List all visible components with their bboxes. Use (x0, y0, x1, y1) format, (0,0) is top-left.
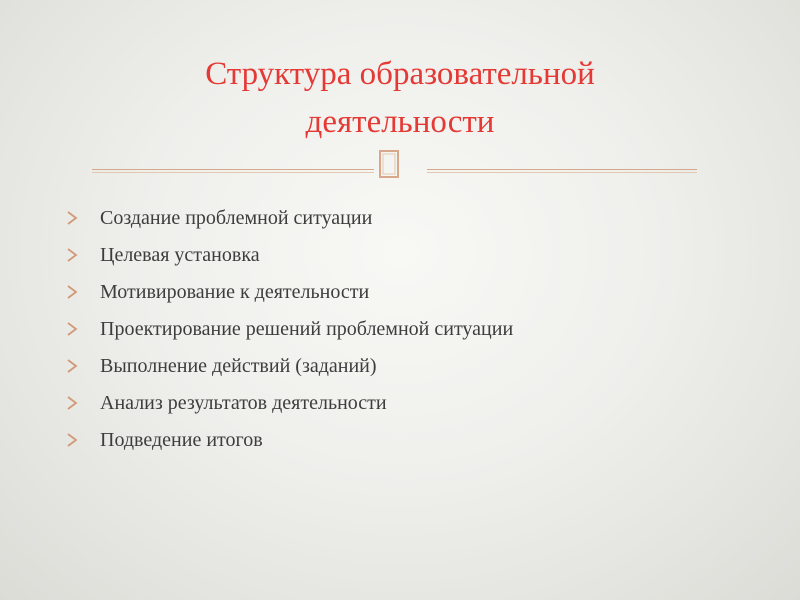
chevron-right-icon (66, 322, 78, 336)
list-item (66, 385, 746, 422)
list-item (66, 422, 746, 459)
list-item (66, 311, 746, 348)
list-item-label: Мотивирование к деятельности (100, 281, 370, 303)
list-item (66, 237, 746, 274)
list-item (66, 274, 746, 311)
list-item (66, 348, 746, 385)
slide-title-line-1: Структура образовательной (205, 56, 595, 92)
chevron-right-icon (66, 248, 78, 262)
chevron-right-icon (66, 211, 78, 225)
chevron-right-icon (66, 433, 78, 447)
slide-title-line-2: деятельности (305, 104, 495, 140)
list-item-label: Проектирование решений проблемной ситуации (100, 318, 514, 340)
list-item (66, 200, 746, 237)
title-divider-right (427, 169, 697, 170)
list-item-label: Анализ результатов деятельности (100, 392, 387, 414)
chevron-right-icon (66, 396, 78, 410)
chevron-right-icon (66, 285, 78, 299)
list-item-label: Создание проблемной ситуации (100, 207, 373, 229)
title-divider-left (92, 169, 374, 170)
bracket-ornament-icon (378, 149, 400, 179)
list-item-label: Выполнение действий (заданий) (100, 355, 377, 377)
bullet-list (66, 200, 746, 459)
chevron-right-icon (66, 359, 78, 373)
list-item-label: Целевая установка (100, 244, 260, 266)
slide-title (60, 50, 740, 146)
list-item-label: Подведение итогов (100, 429, 263, 451)
